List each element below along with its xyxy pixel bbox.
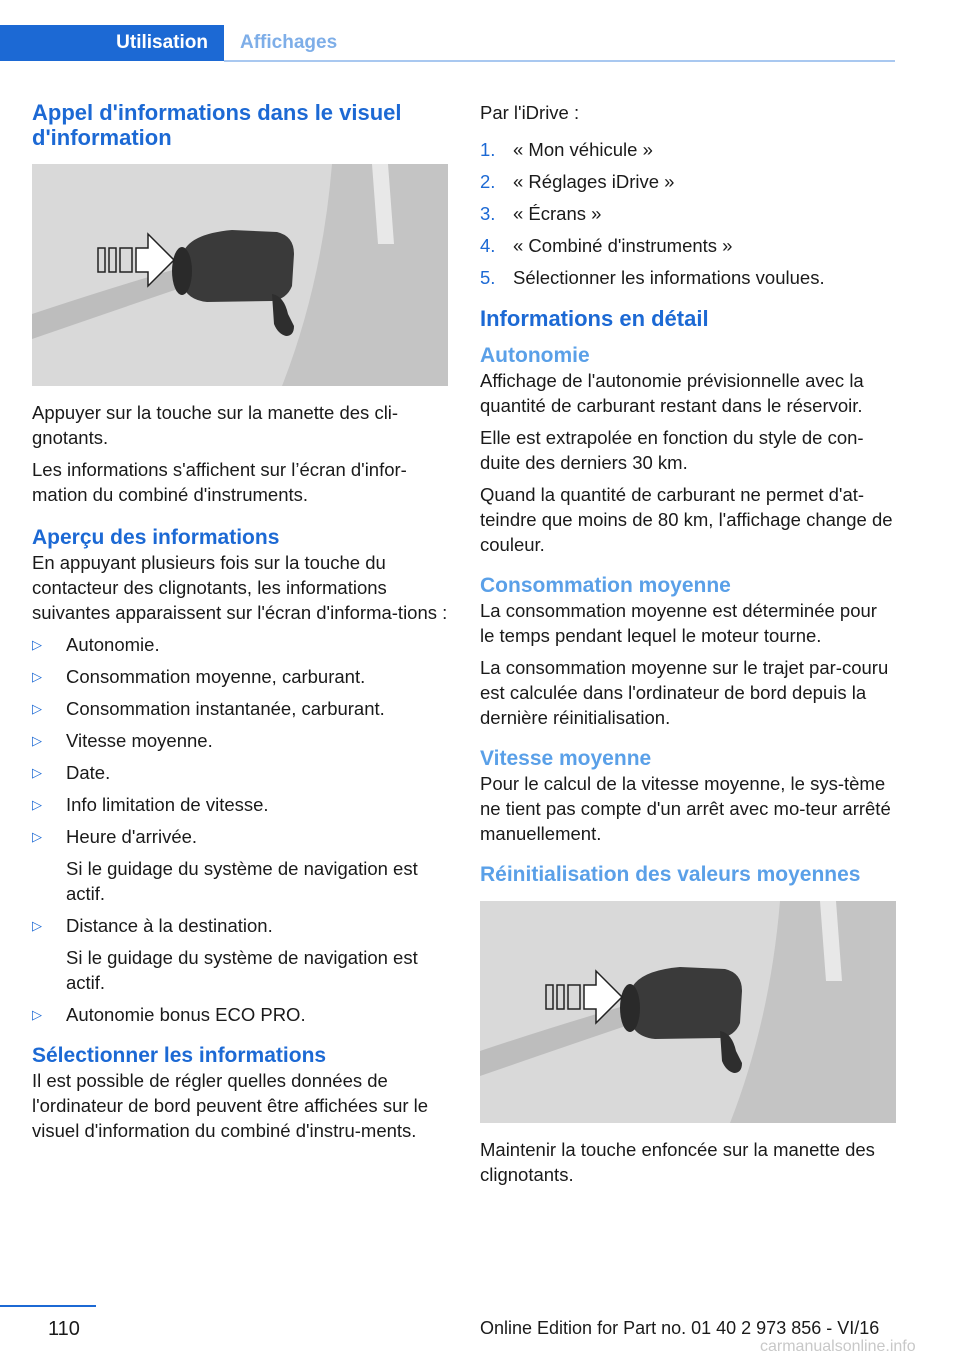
header-bar — [0, 0, 895, 62]
edition-info: Online Edition for Part no. 01 40 2 973 856 - VI/16 — [480, 1318, 880, 1338]
paragraph-extrapolee: Elle est extrapolée en fonction du style de con-duite des derniers 30 km. — [480, 427, 864, 473]
list-item-note: Si le guidage du système de navigation est actif. — [66, 947, 418, 993]
page-number: 110 — [48, 1318, 80, 1340]
paragraph-consommation-trajet: La consommation moyenne sur le trajet par-couru est calculée dans l'ordinateur de bord depuis la dernière réinitialisation. — [480, 657, 889, 728]
list-item: ▷ Date. — [32, 762, 111, 783]
list-item: ▷ Vitesse moyenne. — [32, 730, 213, 751]
paragraph-maintenir-touche: Maintenir la touche enfoncée sur la manette des clignotants. — [480, 1139, 875, 1185]
triangle-bullet-icon: ▷ — [32, 918, 42, 933]
triangle-bullet-icon: ▷ — [32, 733, 42, 748]
list-item: ▷ Info limitation de vitesse. — [32, 794, 269, 815]
heading-autonomie: Autonomie — [480, 344, 590, 367]
list-item: ▷ Heure d'arrivée. Si le guidage du système de navigation est actif. — [32, 824, 448, 906]
list-item: ▷ Consommation instantanée, carburant. — [32, 698, 385, 719]
triangle-bullet-icon: ▷ — [32, 637, 42, 652]
idrive-steps — [480, 137, 896, 290]
step-item: 2. « Réglages iDrive » — [480, 171, 675, 192]
stalk-illustration-svg — [32, 164, 448, 386]
paragraph-par-idrive: Par l'iDrive : — [480, 102, 580, 123]
right-column — [480, 100, 896, 1194]
paragraph-affichage-autonomie: Affichage de l'autonomie prévisionnelle avec la quantité de carburant restant dans le réservoir. — [480, 370, 864, 416]
step-item: 1. « Mon véhicule » — [480, 139, 653, 160]
triangle-bullet-icon: ▷ — [32, 765, 42, 780]
list-item-note: Si le guidage du système de navigation est actif. — [66, 858, 418, 904]
footer-divider — [0, 1305, 96, 1307]
list-item: ▷ Autonomie bonus ECO PRO. — [32, 1004, 306, 1025]
list-item: ▷ Distance à la destination. Si le guidage du système de navigation est actif. — [32, 913, 448, 995]
heading-selectionner-informations: Sélectionner les informations — [32, 1044, 327, 1067]
heading-informations-detail: Informations en détail — [480, 306, 709, 331]
paragraph-il-est-possible: Il est possible de régler quelles données de l'ordinateur de bord peuvent être affichées sur le visuel d'information du combiné d'instru-ments. — [32, 1070, 429, 1141]
info-list — [32, 632, 448, 1027]
triangle-bullet-icon: ▷ — [32, 1007, 42, 1022]
stalk-reset-illustration — [480, 901, 896, 1123]
header-divider — [224, 60, 895, 62]
heading-vitesse-moyenne: Vitesse moyenne — [480, 747, 652, 770]
left-column — [32, 100, 448, 1150]
paragraph-appuyer: Appuyer sur la touche sur la manette des cli-gnotants. — [32, 402, 399, 448]
triangle-bullet-icon: ▷ — [32, 829, 42, 844]
paragraph-calcul-vitesse: Pour le calcul de la vitesse moyenne, le sys-tème ne tient pas compte d'un arrêt avec mo-teur arrêté manuellement. — [480, 773, 891, 844]
step-item: 5. Sélectionner les informations voulues. — [480, 267, 825, 288]
paragraph-quantite-carburant: Quand la quantité de carburant ne permet d'at-teindre que moins de 80 km, l'affichage change de couleur. — [480, 484, 893, 555]
stalk-button-illustration — [32, 164, 448, 386]
paragraph-consommation-determinee: La consommation moyenne est déterminée pour le temps pendant lequel le moteur tourne. — [480, 600, 877, 646]
heading-apercu-informations: Aperçu des informations — [32, 526, 280, 549]
stalk-reset-svg — [480, 901, 896, 1123]
heading-consommation-moyenne: Consommation moyenne — [480, 574, 731, 597]
watermark: carmanualsonline.info — [760, 1338, 916, 1355]
heading-appel-informations: Appel d'informations dans le visuel d'information — [32, 100, 402, 150]
triangle-bullet-icon: ▷ — [32, 797, 42, 812]
tab-utilisation[interactable]: Utilisation — [0, 25, 224, 61]
paragraph-en-appuyant: En appuyant plusieurs fois sur la touche du contacteur des clignotants, les informations suivantes apparaissent sur l'écran d'informa-tions : — [32, 552, 448, 623]
tab-affichages[interactable]: Affichages — [240, 32, 338, 53]
heading-reinitialisation: Réinitialisation des valeurs moyennes — [480, 863, 861, 886]
paragraph-informations-affichent: Les informations s'affichent sur l’écran d'infor-mation du combiné d'instruments. — [32, 459, 407, 505]
step-item: 4. « Combiné d'instruments » — [480, 235, 733, 256]
list-item: ▷ Autonomie. — [32, 634, 160, 655]
triangle-bullet-icon: ▷ — [32, 701, 42, 716]
step-item: 3. « Écrans » — [480, 203, 602, 224]
list-item: ▷ Consommation moyenne, carburant. — [32, 666, 366, 687]
triangle-bullet-icon: ▷ — [32, 669, 42, 684]
